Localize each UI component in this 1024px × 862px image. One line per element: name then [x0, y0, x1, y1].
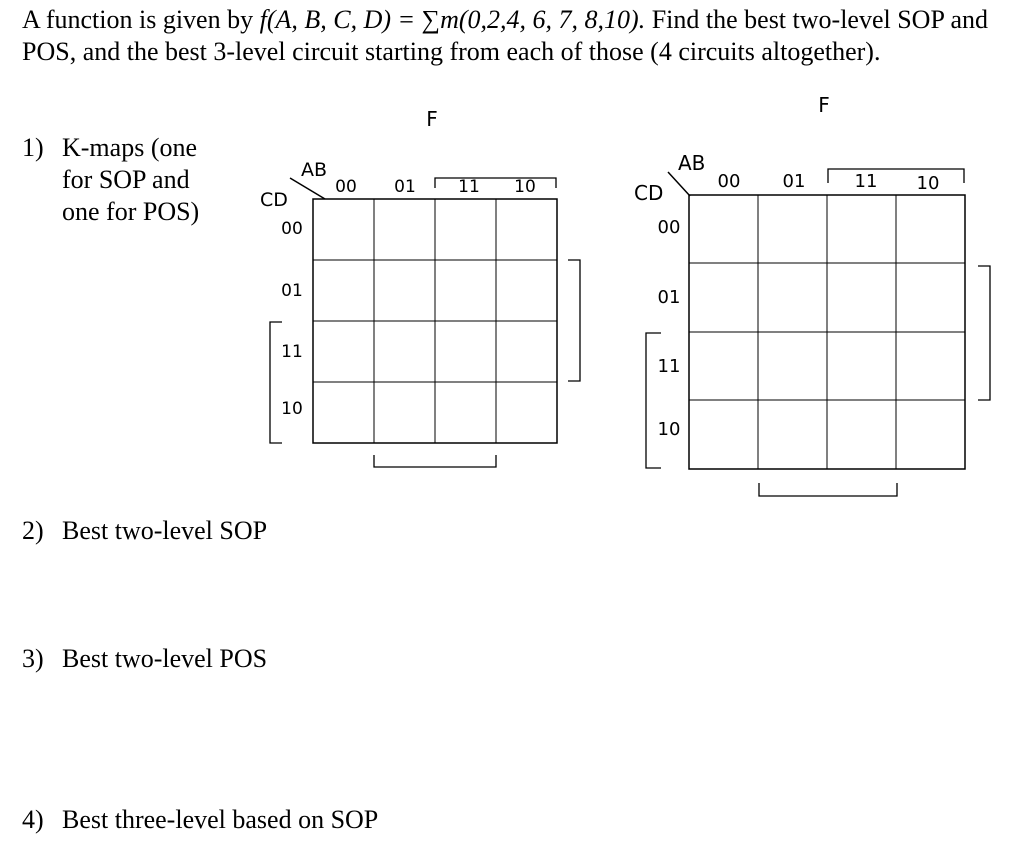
bracket-top-A: [435, 178, 556, 188]
kmap-col-label: 00: [335, 177, 357, 197]
kmap-col-var: AB: [678, 151, 706, 175]
item-text: Best three-level based on SOP: [62, 805, 379, 834]
kmap-row-label: 00: [281, 219, 303, 239]
kmap-col-label: 11: [854, 171, 878, 192]
kmap-col-label: 01: [782, 171, 806, 192]
bracket-left-C: [270, 322, 282, 443]
item-number: 4): [22, 805, 44, 834]
kmap-col-label: 01: [394, 177, 416, 197]
kmap-row-label: 01: [281, 281, 303, 301]
kmap-grid-lines: [689, 195, 965, 469]
item-sop: [22, 515, 267, 547]
kmap-row-var: CD: [260, 189, 288, 211]
problem-prefix: A function is given by: [22, 5, 260, 34]
function-expression: f(A, B, C, D) = ∑m(0,2,4, 6, 7, 8,10).: [259, 5, 646, 34]
bracket-left-C: [646, 333, 661, 468]
kmap-row-label: 11: [657, 356, 681, 377]
kmap-function-label: F: [426, 107, 438, 131]
problem-suffix: Find the best two-level SOP and POS, and the best 3-level circuit starting from each of those (4 circuits altogether).: [22, 5, 988, 66]
kmap-pos: [630, 86, 1010, 506]
kmap-row-label: 11: [281, 342, 303, 362]
item-number: 2): [22, 516, 44, 545]
kmap-corner-diagonal: [668, 172, 690, 196]
bracket-top-A: [828, 169, 964, 183]
kmap-col-label: 11: [458, 177, 480, 197]
kmap-row-label: 10: [281, 399, 303, 419]
item-text: K-maps (one for SOP and one for POS): [62, 133, 200, 226]
item-number: 3): [22, 644, 44, 673]
item-kmaps: [22, 132, 200, 226]
item-text: Best two-level SOP: [62, 516, 268, 545]
problem-statement: [22, 4, 1012, 68]
item-three-level: [22, 804, 378, 836]
kmap-col-label: 10: [514, 177, 536, 197]
bracket-bottom-B: [374, 455, 496, 467]
kmap-col-label: 10: [916, 173, 940, 194]
item-text: Best two-level POS: [62, 644, 268, 673]
kmap-function-label: F: [818, 93, 830, 117]
bracket-right-D: [568, 260, 580, 381]
kmap-sop: [250, 100, 590, 475]
kmap-row-var: CD: [634, 181, 664, 205]
kmap-corner-diagonal: [290, 178, 325, 199]
kmap-row-label: 00: [657, 217, 681, 238]
item-number: 1): [22, 133, 44, 162]
kmap-row-label: 01: [657, 287, 681, 308]
bracket-bottom-B: [759, 483, 897, 496]
kmap-grid-lines: [313, 199, 557, 443]
kmap-col-var: AB: [301, 159, 328, 181]
kmap-col-label: 00: [717, 171, 741, 192]
bracket-right-D: [978, 266, 990, 400]
item-pos: [22, 643, 267, 675]
kmap-row-label: 10: [657, 419, 681, 440]
